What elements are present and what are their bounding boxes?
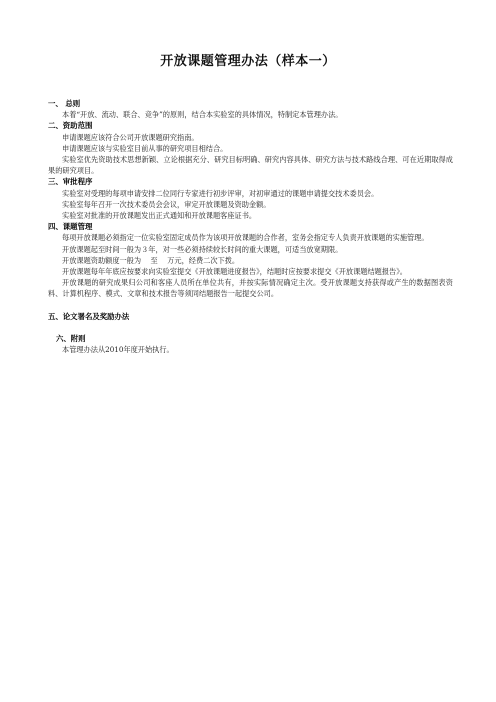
section-paragraph: 申请课题应该符合公司开放课题研究指南。 xyxy=(62,132,199,142)
section-heading-approval-procedure: 三、审批程序 xyxy=(48,177,93,187)
section-heading-authorship-awards: 五、论文署名及奖励办法 xyxy=(48,311,130,321)
document-body xyxy=(48,98,453,355)
section-heading-funding-scope: 二、资助范围 xyxy=(48,121,93,131)
section-heading-supplementary: 六、附则 xyxy=(56,333,86,343)
section-paragraph: 本管理办法从2010年度开始执行。 xyxy=(62,345,174,355)
section-paragraph: 每项开放课题必须指定一位实验室固定成员作为该项开放课题的合作者，室务会指定专人负责开放课题的实施管理。 xyxy=(62,233,429,243)
section-paragraph: 实验室每年召开一次技术委员会会议，审定开放课题及资助金额。 xyxy=(62,199,271,209)
section-paragraph: 开放课题资助额度一般为 至 万元，经费二次下拨。 xyxy=(62,255,240,265)
section-paragraph: 申请课题应该与实验室目前从事的研究项目相结合。 xyxy=(62,143,228,153)
spacer xyxy=(48,300,453,311)
section-paragraph: 实验室对受理的每项申请安排二位同行专家进行初步评审，对初审通过的课题申请提交技术委员会。 xyxy=(62,188,379,198)
spacer xyxy=(48,322,453,333)
section-heading-project-management: 四、课题管理 xyxy=(48,222,93,232)
section-paragraph: 开放课题起至时间一般为３年，对一些必须持续较长时间的重大课题，可适当放宽期限。 xyxy=(62,244,343,254)
section-paragraph: 开放课题的研究成果归公司和客座人员所在单位共有，并按实际情况确定主次。受开放课题支持获得或产生的数据图表资料、计算机程序、模式、文章和技术报告等须同结题报告一起提交公司。 xyxy=(48,278,453,299)
section-paragraph: 开放课题每年年底应按要求向实验室提交《开放课题进度报告》，结题时应按要求提交《开放课题结题报告》。 xyxy=(62,267,407,277)
section-heading-general: 一、 总则 xyxy=(48,99,81,108)
section-paragraph: 本着“开放、流动、联合、竞争”的原则，结合本实验室的具体情况，特制定本管理办法。 xyxy=(62,110,343,120)
document-title: 开放课题管理办法（样本一） xyxy=(160,54,336,69)
section-paragraph: 实验室优先资助技术思想新颖、立论根据充分、研究目标明确、研究内容具体、研究方法与技术路线合理、可在近期取得成果的研究项目。 xyxy=(48,155,453,176)
section-paragraph: 实验室对批准的开放课题发出正式通知和开放课题客座证书。 xyxy=(62,211,257,221)
